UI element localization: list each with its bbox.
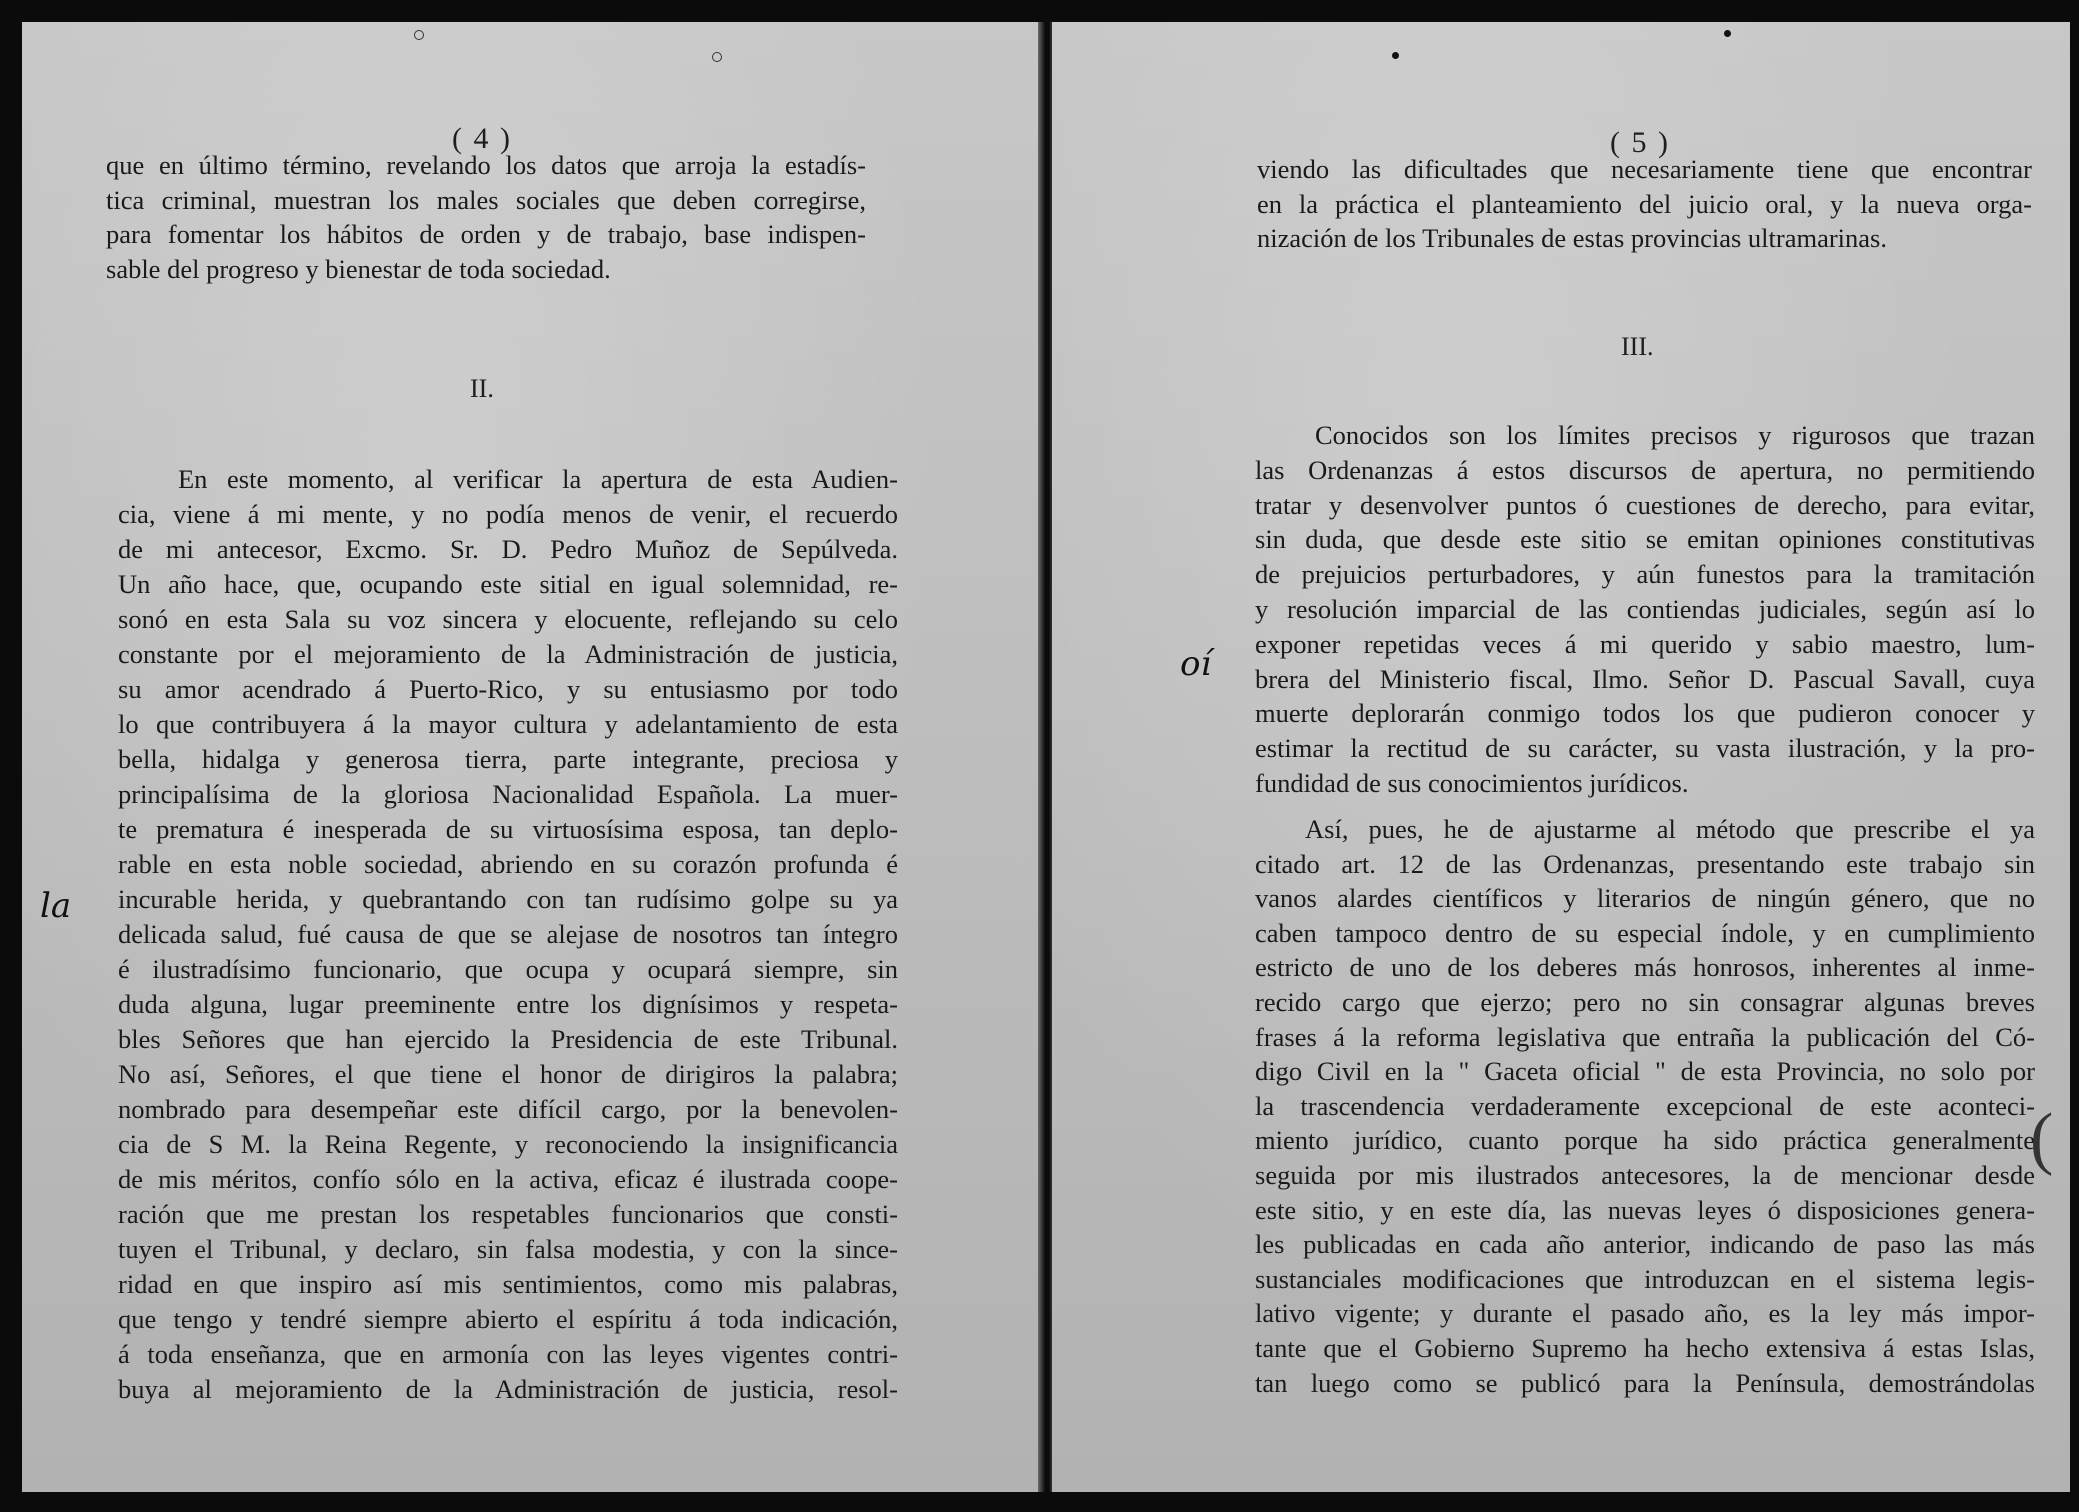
text-line: ridad en que inspiro así mis sentimientos, como mis palabras, — [118, 1269, 898, 1299]
text-line: digo Civil en la " Gaceta oficial " de esta Provincia, no solo por — [1255, 1056, 2035, 1087]
text-line: para fomentar los hábitos de orden y de trabajo, base indispen- — [106, 219, 866, 249]
text-line: nización de los Tribunales de estas provincias ultramarinas. — [1257, 223, 1887, 253]
text-line: frases á la reforma legislativa que entraña la publicación del Có- — [1255, 1021, 2035, 1052]
text-line: Así, pues, he de ajustarme al método que prescribe el ya — [1305, 814, 2035, 844]
text-line: buya al mejoramiento de la Administración de justicia, resol- — [118, 1374, 898, 1404]
text-line: ración que me prestan los respetables funcionarios que consti- — [118, 1199, 898, 1229]
section-heading: III. — [1621, 332, 1654, 361]
text-line: lativo vigente; y durante el pasado año, es la ley más impor- — [1255, 1298, 2035, 1329]
text-line: No así, Señores, el que tiene el honor de dirigiros la palabra; — [118, 1059, 898, 1089]
text-line: este sitio, y en este día, las nuevas leyes ó disposiciones genera- — [1255, 1194, 2035, 1225]
text-line: te prematura é inesperada de su virtuosísima esposa, tan deplo- — [118, 814, 898, 844]
text-line: fundidad de sus conocimientos jurídicos. — [1255, 768, 1689, 798]
text-line: rable en esta noble sociedad, abriendo en su corazón profunda é — [118, 849, 898, 879]
text-line: seguida por mis ilustrados antecesores, la de mencionar desde — [1255, 1160, 2035, 1190]
text-line: miento jurídico, cuanto porque ha sido práctica generalmente — [1255, 1125, 2035, 1156]
handwritten-margin-note: oí — [1180, 644, 1212, 684]
text-line: exponer repetidas veces á mi querido y sabio maestro, lum- — [1255, 628, 2035, 659]
text-line: á toda enseñanza, que en armonía con las leyes vigentes contri- — [118, 1339, 898, 1369]
text-line: tratar y desenvolver puntos ó cuestiones de derecho, para evitar, — [1255, 489, 2035, 520]
text-line: que tengo y tendré siempre abierto el espíritu á toda indicación, — [118, 1304, 898, 1334]
text-line: sustanciales modificaciones que introduzcan en el sistema legis- — [1255, 1263, 2035, 1294]
text-line: las Ordenanzas á estos discursos de apertura, no permitiendo — [1255, 454, 2035, 485]
bracket-mark: ( — [2030, 1100, 2054, 1177]
text-line: sin duda, que desde este sitio se emitan opiniones constitutivas — [1255, 524, 2035, 555]
text-line: viendo las dificultades que necesariamente tiene que encontrar — [1257, 154, 2032, 184]
text-line: citado art. 12 de las Ordenanzas, presentando este trabajo sin — [1255, 848, 2035, 879]
paper-blemish — [414, 30, 424, 40]
text-line: muerte deplorarán conmigo todos los que pudieron conocer y — [1255, 698, 2035, 729]
book-spread — [22, 22, 2070, 1492]
handwritten-margin-note: la — [40, 886, 72, 926]
paper-blemish — [712, 52, 722, 62]
text-line: la trascendencia verdaderamente excepcional de este aconteci- — [1255, 1090, 2035, 1121]
text-line: constante por el mejoramiento de la Administración de justicia, — [118, 639, 898, 669]
text-line: sonó en esta Sala su voz sincera y elocuente, reflejando su celo — [118, 604, 898, 634]
text-line: sable del progreso y bienestar de toda sociedad. — [106, 253, 611, 284]
text-line: recido cargo que ejerzo; pero no sin consagrar algunas breves — [1255, 987, 2035, 1017]
section-heading: II. — [470, 374, 494, 403]
text-line: cia, viene á mi mente, y no podía menos de venir, el recuerdo — [118, 499, 898, 529]
text-line: caben tampoco dentro de su especial índole, y en cumplimiento — [1255, 917, 2035, 948]
text-line: y resolución imparcial de las contiendas judiciales, según así lo — [1255, 594, 2035, 624]
text-line: é ilustradísimo funcionario, que ocupa y ocupará siempre, sin — [118, 954, 898, 984]
text-line: de mis méritos, confío sólo en la activa, eficaz é ilustrada coope- — [118, 1164, 898, 1194]
page-number: ( 4 ) — [452, 122, 512, 155]
text-line: brera del Ministerio fiscal, Ilmo. Señor D. Pascual Savall, cuya — [1255, 663, 2035, 694]
text-line: de mi antecesor, Excmo. Sr. D. Pedro Muñoz de Sepúlveda. — [118, 534, 898, 564]
text-line: tan luego como se publicó para la Península, demostrándolas — [1255, 1367, 2035, 1398]
text-line: en la práctica el planteamiento del juicio oral, y la nueva orga- — [1257, 188, 2032, 219]
text-line: principalísima de la gloriosa Nacionalidad Española. La muer- — [118, 779, 898, 809]
text-line: tuyen el Tribunal, y declaro, sin falsa modestia, y con la since- — [118, 1234, 898, 1264]
text-line: que en último término, revelando los datos que arroja la estadís- — [106, 150, 866, 180]
text-line: delicada salud, fué causa de que se alejase de nosotros tan íntegro — [118, 919, 898, 949]
right-page — [1052, 22, 2070, 1492]
text-line: Conocidos son los límites precisos y rigurosos que trazan — [1315, 420, 2035, 450]
left-page — [22, 22, 1042, 1492]
text-line: tica criminal, muestran los males sociales que deben corregirse, — [106, 184, 866, 215]
text-line: En este momento, al verificar la apertura de esta Audien- — [178, 464, 898, 494]
page-number: ( 5 ) — [1610, 126, 1670, 159]
text-line: su amor acendrado á Puerto-Rico, y su entusiasmo por todo — [118, 674, 898, 704]
text-line: bles Señores que han ejercido la Presidencia de este Tribunal. — [118, 1024, 898, 1054]
paper-blemish — [1724, 30, 1731, 37]
text-line: bella, hidalga y generosa tierra, parte integrante, preciosa y — [118, 744, 898, 774]
text-line: lo que contribuyera á la mayor cultura y adelantamiento de esta — [118, 709, 898, 739]
text-line: nombrado para desempeñar este difícil cargo, por la benevolen- — [118, 1094, 898, 1124]
text-line: estimar la rectitud de su carácter, su vasta ilustración, y la pro- — [1255, 733, 2035, 764]
text-line: cia de S M. la Reina Regente, y reconociendo la insignificancia — [118, 1129, 898, 1159]
text-line: de prejuicios perturbadores, y aún funestos para la tramitación — [1255, 559, 2035, 590]
text-line: duda alguna, lugar preeminente entre los dignísimos y respeta- — [118, 989, 898, 1019]
paper-blemish — [1392, 52, 1399, 59]
text-line: Un año hace, que, ocupando este sitial en igual solemnidad, re- — [118, 569, 898, 599]
text-line: incurable herida, y quebrantando con tan rudísimo golpe su ya — [118, 884, 898, 914]
text-line: tante que el Gobierno Supremo ha hecho extensiva á estas Islas, — [1255, 1333, 2035, 1363]
text-line: vanos alardes científicos y literarios de ningún género, que no — [1255, 883, 2035, 914]
text-line: estricto de uno de los deberes más honrosos, inherentes al inme- — [1255, 952, 2035, 983]
text-line: les publicadas en cada año anterior, indicando de paso las más — [1255, 1229, 2035, 1260]
